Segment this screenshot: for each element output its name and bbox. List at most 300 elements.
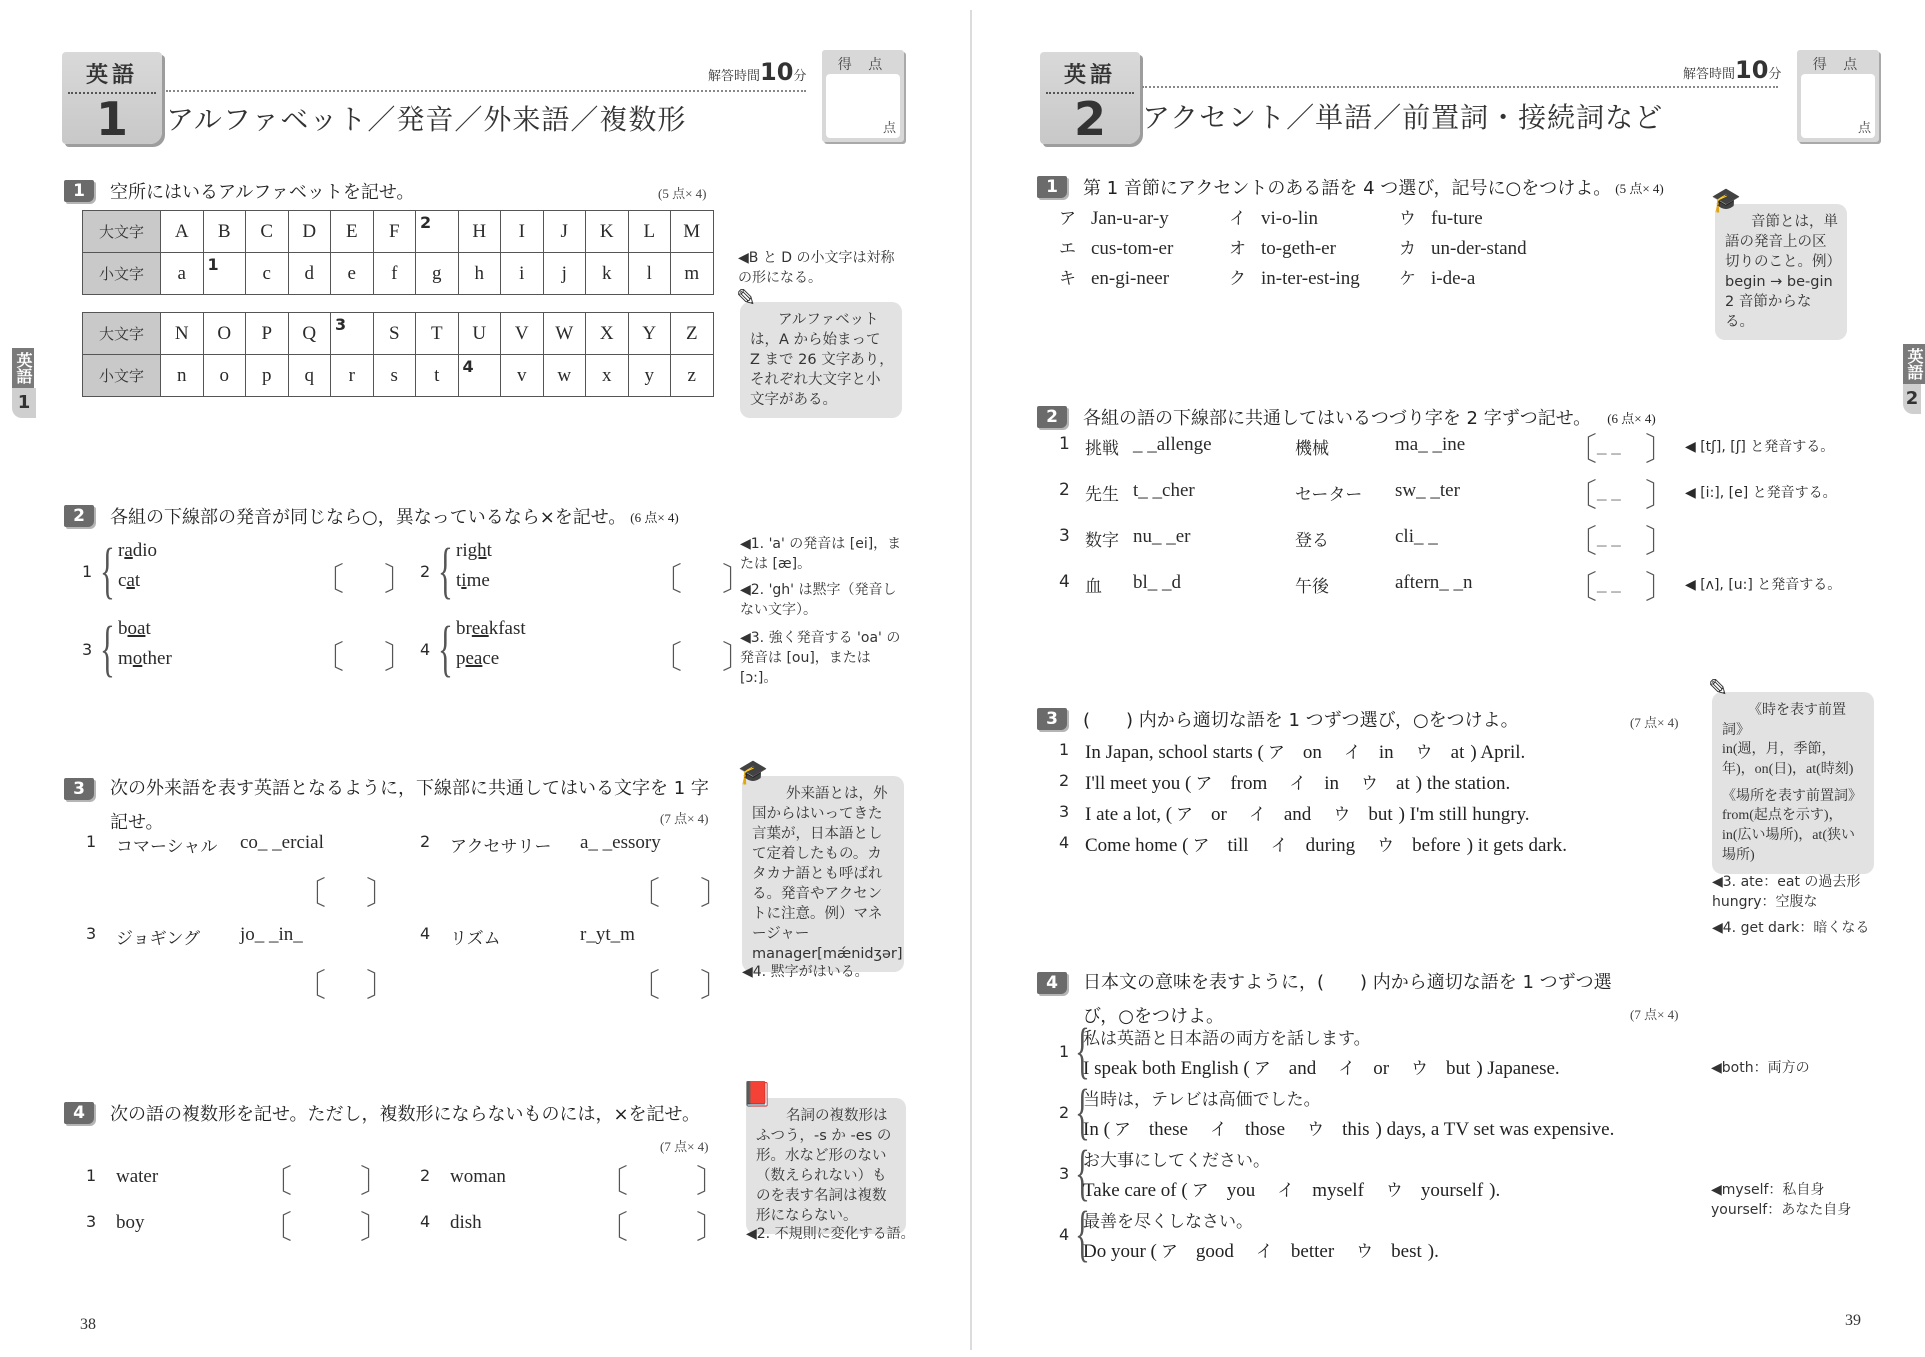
english-word: nu_ _er <box>1133 526 1191 547</box>
item-number: 2 <box>1059 480 1070 500</box>
bracket-open: 〔 <box>312 639 345 675</box>
question-points: (5 点× 4) <box>658 186 707 201</box>
tip-text: from(起点を示す)，in(広い場所)，at(狭い場所) <box>1722 808 1855 863</box>
japanese-word: 午後 <box>1295 577 1329 597</box>
answer-bracket[interactable] <box>628 964 733 1004</box>
accent-choice[interactable] <box>1229 264 1360 290</box>
plural-item <box>86 1164 406 1204</box>
word-part: t <box>486 540 492 561</box>
answer-time-unit: 分 <box>1768 67 1782 82</box>
underlined-part: a <box>124 540 133 561</box>
spelling-item <box>1059 524 1919 564</box>
word <box>456 570 490 592</box>
accent-choice[interactable] <box>1229 204 1318 230</box>
question-2-header <box>1037 404 1656 430</box>
uppercase-row <box>83 313 714 355</box>
hint-note: ◀1. 'a' の発音は [ei]，または [æ]。 <box>740 536 902 572</box>
plural-item <box>86 1210 406 1250</box>
question-number-badge: 4 <box>64 1102 94 1124</box>
bracket-open: 〔 <box>1565 523 1598 559</box>
bracket-open: 〔 <box>1565 477 1598 513</box>
alphabet-cell: Y <box>628 313 671 355</box>
choice-word: better <box>1290 1241 1335 1262</box>
choice-label: ア <box>1192 836 1210 856</box>
alphabet-cell: e <box>331 253 374 295</box>
word-part: b <box>118 618 128 639</box>
bracket-close: 〕 <box>722 639 755 675</box>
underlined-part: a <box>126 570 135 591</box>
english-word: bl_ _d <box>1133 572 1182 593</box>
right-page <box>975 0 1924 1357</box>
english-word: cli_ _ <box>1395 526 1438 547</box>
sentence-start: Take care of ( <box>1083 1180 1188 1201</box>
choice-word: and <box>1288 1058 1317 1079</box>
brace-icon: { <box>100 615 115 683</box>
unit-number: 1 <box>95 92 128 146</box>
syllable-word: Jan-u-ar-y <box>1091 208 1169 229</box>
answer-bracket[interactable] <box>1565 520 1678 560</box>
plural-item <box>420 1210 740 1250</box>
choice-label: キ <box>1059 269 1076 289</box>
alphabet-cell: Q <box>288 313 331 355</box>
word-choice[interactable] <box>1192 831 1248 857</box>
answer-bracket[interactable] <box>260 1206 393 1246</box>
choice-label: イ <box>1277 1181 1295 1201</box>
underlined-part: ea <box>465 648 483 669</box>
question-points: (7 点× 4) <box>660 811 709 826</box>
choice-word: but <box>1368 804 1393 825</box>
choice-label: ア <box>1195 774 1213 794</box>
alphabet-cell: H <box>458 211 501 253</box>
alphabet-cell: p <box>246 355 289 397</box>
alphabet-cell: s <box>373 355 416 397</box>
alphabet-cell: B <box>203 211 246 253</box>
word-choice[interactable] <box>1254 1054 1316 1080</box>
choice-label: ア <box>1176 805 1194 825</box>
answer-bracket[interactable] <box>1565 566 1678 606</box>
tip-box <box>738 758 904 972</box>
item-number: 4 <box>1059 833 1070 852</box>
answer-bracket[interactable] <box>650 558 755 598</box>
sentence-start: I'll meet you ( <box>1085 773 1192 794</box>
alphabet-cell: A <box>161 211 204 253</box>
word-part: c <box>118 570 127 591</box>
choice-label: イ <box>1209 1120 1227 1140</box>
choice-word: before <box>1412 835 1461 856</box>
alphabet-table-1 <box>82 210 714 295</box>
accent-choice[interactable] <box>1059 264 1169 290</box>
answer-bracket[interactable] <box>294 872 399 912</box>
score-label: 得 点 <box>1812 57 1864 73</box>
row-head-upper: 大文字 <box>83 211 161 253</box>
tip-text: 音節とは，単語の発音上の区切りのこと。例）begin → be-gin 2 音節からなる。 <box>1725 214 1848 330</box>
choice-word: from <box>1230 773 1268 794</box>
alphabet-cell: T <box>416 313 459 355</box>
score-box <box>1797 50 1879 142</box>
bracket-close: 〕 <box>366 875 399 911</box>
choice-label: オ <box>1229 239 1246 259</box>
alphabet-cell: N <box>161 313 204 355</box>
plural-item <box>420 1164 740 1204</box>
answer-time-unit: 分 <box>793 69 807 84</box>
answer-bracket[interactable] <box>1565 474 1678 514</box>
syllable-word: un-der-stand <box>1431 238 1527 259</box>
word-part: t <box>145 618 151 639</box>
word-part: ce <box>482 648 500 669</box>
accent-choice[interactable] <box>1399 234 1527 260</box>
word-choice[interactable] <box>1249 800 1311 826</box>
item-number: 3 <box>82 640 93 659</box>
question-points: (6 点× 4) <box>630 510 679 525</box>
word <box>118 540 157 562</box>
item-number: 2 <box>420 562 431 581</box>
bracket-close: 〕 <box>384 561 417 597</box>
item-number: 3 <box>1059 802 1070 821</box>
word-choice[interactable] <box>1361 769 1410 795</box>
unit-badge <box>1040 52 1140 144</box>
accent-choice[interactable] <box>1399 204 1483 230</box>
answer-bracket[interactable] <box>260 1160 393 1200</box>
alphabet-cell: n <box>161 355 204 397</box>
item-number: 1 <box>1059 1042 1070 1061</box>
pronunciation-item <box>82 615 417 688</box>
choice-label: イ <box>1270 836 1288 856</box>
bracket-close: 〕 <box>360 1209 393 1245</box>
japanese-sentence: 私は英語と日本語の両方を話します。 <box>1083 1029 1371 1049</box>
word-choice[interactable] <box>1256 1237 1334 1263</box>
japanese-word: 先生 <box>1085 485 1119 505</box>
row-head-lower: 小文字 <box>83 253 161 295</box>
translation-item <box>1059 1139 1919 1218</box>
item-number: 1 <box>86 832 97 851</box>
katakana-word: コマーシャル <box>116 837 218 857</box>
syllable-word: cus-tom-er <box>1091 238 1174 259</box>
question-instruction: 次の語の複数形を記せ。ただし，複数形にならないものには，×を記せ。 <box>110 1104 700 1125</box>
choice-label: ア <box>1253 1059 1271 1079</box>
choice-sentence <box>1085 800 1530 826</box>
alphabet-cell: g <box>416 253 459 295</box>
answer-bracket[interactable] <box>596 1160 729 1200</box>
word-choice[interactable] <box>1411 1054 1470 1080</box>
answer-bracket[interactable] <box>596 1206 729 1246</box>
hint-note: ◀2. 不規則に変化する語。 <box>746 1226 915 1242</box>
word-choice[interactable] <box>1210 1115 1285 1141</box>
spelling-item <box>1059 570 1919 610</box>
item-number: 4 <box>420 1212 431 1231</box>
choice-word: best <box>1391 1241 1422 1262</box>
accent-choice[interactable] <box>1059 204 1169 230</box>
english-word: aftern_ _n <box>1395 572 1473 593</box>
word <box>118 570 140 592</box>
answer-time-value: 10 <box>1735 56 1769 84</box>
choice-label: カ <box>1399 239 1416 259</box>
word-choice[interactable] <box>1333 800 1392 826</box>
sentence-end: ) I'm still hungry. <box>1398 804 1530 825</box>
sentence-start: I speak both English ( <box>1083 1058 1250 1079</box>
item-number: 2 <box>420 1166 431 1185</box>
noun-word: dish <box>450 1212 482 1233</box>
alphabet-cell: P <box>246 313 289 355</box>
word <box>456 648 499 670</box>
tip-box <box>736 284 902 418</box>
tip-box <box>742 1080 906 1234</box>
item-number: 3 <box>86 1212 97 1231</box>
question-number-badge: 2 <box>1037 406 1067 428</box>
bracket-close: 〕 <box>1645 477 1678 513</box>
word-choice[interactable] <box>1377 831 1461 857</box>
alphabet-cell: E <box>331 211 374 253</box>
japanese-sentence: 最善を尽くしなさい。 <box>1083 1212 1253 1232</box>
hint-note: ◀4. get dark：暗くなる <box>1712 920 1870 936</box>
word-choice[interactable] <box>1277 1176 1364 1202</box>
item-number: 2 <box>1059 1103 1070 1122</box>
page-gutter <box>970 10 972 1350</box>
word-part: p <box>456 648 466 669</box>
alphabet-cell: I <box>501 211 544 253</box>
alphabet-cell: w <box>543 355 586 397</box>
noun-word: boy <box>116 1212 145 1233</box>
translation-item <box>1059 1078 1919 1146</box>
syllable-word: in-ter-est-ing <box>1261 268 1360 289</box>
pronunciation-item <box>420 615 755 688</box>
underlined-part: i <box>461 570 467 591</box>
bracket-close: 〕 <box>360 1163 393 1199</box>
answer-bracket[interactable] <box>650 636 755 676</box>
answer-bracket[interactable] <box>1565 428 1678 468</box>
underlined-part: gh <box>467 540 487 561</box>
side-tab-unit: 1 <box>12 388 36 418</box>
japanese-word: セーター <box>1295 485 1363 505</box>
lowercase-row <box>83 253 714 295</box>
word-choice[interactable] <box>1386 1176 1483 1202</box>
loanword-item <box>420 832 740 922</box>
alphabet-cell: v <box>501 355 544 397</box>
tip-text: 外来語とは，外国からはいってきた言葉が，日本語として定着したもの。カタカナ語とも呼ばれる。発音やアクセントに注意。例）マネージャー manager[mǽnidʒər] <box>752 786 903 962</box>
sentence-end: ) it gets dark. <box>1466 835 1567 856</box>
choice-word: during <box>1305 835 1356 856</box>
alphabet-blank-cell[interactable] <box>331 313 374 355</box>
answer-bracket[interactable] <box>294 964 399 1004</box>
alphabet-cell: c <box>246 253 289 295</box>
hint-note: ◀ [tʃ], [ʃ] と発音する。 <box>1685 439 1835 455</box>
accent-choice[interactable] <box>1059 234 1173 260</box>
alphabet-cell: l <box>628 253 671 295</box>
alphabet-cell: h <box>458 253 501 295</box>
answer-bracket[interactable] <box>312 558 417 598</box>
word-choice[interactable] <box>1192 1176 1256 1202</box>
sentence-start: In Japan, school starts ( <box>1085 742 1264 763</box>
alphabet-cell: S <box>373 313 416 355</box>
alphabet-blank-cell[interactable] <box>203 253 246 295</box>
choice-label: イ <box>1229 209 1246 229</box>
choice-word: in <box>1324 773 1340 794</box>
alphabet-cell: W <box>543 313 586 355</box>
unit-number: 2 <box>1073 92 1106 146</box>
noun-word: water <box>116 1166 159 1187</box>
choice-label: ウ <box>1307 1120 1325 1140</box>
loanword-item <box>420 924 740 1014</box>
choice-word: these <box>1148 1119 1188 1140</box>
unit-title: アルファベット／発音／外来語／複数形 <box>166 103 687 136</box>
question-number-badge: 1 <box>1037 176 1067 198</box>
sentence-end: ) Japanese. <box>1476 1058 1560 1079</box>
answer-time-label: 解答時間 <box>708 69 761 84</box>
question-number-badge: 3 <box>64 778 94 800</box>
bracket-close: 〕 <box>696 1209 729 1245</box>
word-choice[interactable] <box>1176 800 1227 826</box>
alphabet-cell: V <box>501 313 544 355</box>
item-number: 1 <box>86 1166 97 1185</box>
bracket-close: 〕 <box>384 639 417 675</box>
accent-choice[interactable] <box>1229 234 1336 260</box>
alphabet-cell: t <box>416 355 459 397</box>
english-word: _ _allenge <box>1133 434 1212 455</box>
choice-label: ウ <box>1415 743 1433 763</box>
syllable-word: fu-ture <box>1431 208 1483 229</box>
question-4-header <box>64 1100 700 1126</box>
question-points: (7 点× 4) <box>660 1139 709 1154</box>
word-part: dio <box>132 540 158 561</box>
choice-label: ウ <box>1356 1242 1374 1262</box>
question-number-badge: 1 <box>64 180 94 202</box>
choice-label: ア <box>1059 209 1076 229</box>
word-part: t <box>456 570 462 591</box>
question-points: (6 点× 4) <box>1607 411 1656 426</box>
choice-word: or <box>1373 1058 1390 1079</box>
side-tab-subject: 英語 <box>1903 344 1925 384</box>
english-word: sw_ _ter <box>1395 480 1460 501</box>
choice-label: イ <box>1289 774 1307 794</box>
hint-note: ◀myself：私自身 yourself：あなた自身 <box>1711 1182 1852 1218</box>
bracket-open: 〔 <box>1565 569 1598 605</box>
brace-icon: { <box>1075 1017 1090 1085</box>
tip-text: in(週，月，季節，年)，on(日)，at(時刻) <box>1722 742 1854 777</box>
choice-word: at <box>1450 742 1465 763</box>
choice-sentence <box>1083 1237 1439 1263</box>
answer-time <box>1683 56 1781 84</box>
hint-note: ◀4. 黙字がはいる。 <box>742 964 869 980</box>
header-divider <box>166 90 806 92</box>
tip-text: 名詞の複数形はふつう，-s か -es の形。水など形のない（数えられない）ものを表す名詞は複数形にならない。 <box>756 1108 892 1224</box>
japanese-word: 血 <box>1085 577 1102 597</box>
choice-word: on <box>1302 742 1322 763</box>
japanese-word: 挑戦 <box>1085 439 1119 459</box>
answer-blank: _ _ <box>1597 482 1621 503</box>
choice-word: you <box>1226 1180 1256 1201</box>
alphabet-cell: d <box>288 253 331 295</box>
question-instruction: ( ) 内から適切な語を 1 つずつ選び，○をつけよ。 <box>1083 710 1519 731</box>
alphabet-cell: x <box>586 355 629 397</box>
item-number: 1 <box>82 562 93 581</box>
teacher-icon: 🎓 <box>1711 186 1741 214</box>
unit-subject: 英語 <box>1063 63 1116 88</box>
sentence-end: ) days, a TV set was expensive. <box>1375 1119 1615 1140</box>
word-choice[interactable] <box>1416 738 1465 764</box>
japanese-sentence: お大事にしてください。 <box>1083 1151 1270 1171</box>
alphabet-cell: L <box>628 211 671 253</box>
item-number: 3 <box>1059 526 1070 546</box>
word <box>118 648 172 670</box>
alphabet-cell: J <box>543 211 586 253</box>
alphabet-cell: r <box>331 355 374 397</box>
word-choice[interactable] <box>1114 1115 1188 1141</box>
syllable-word: vi-o-lin <box>1261 208 1318 229</box>
bracket-open: 〔 <box>596 1209 629 1245</box>
answer-blank: _ _ <box>1597 436 1621 457</box>
answer-blank: _ _ <box>1597 528 1621 549</box>
alphabet-blank-cell[interactable] <box>458 355 501 397</box>
blank-number: 4 <box>462 357 474 376</box>
word-choice[interactable] <box>1195 769 1267 795</box>
sentence-end: ). <box>1489 1180 1501 1201</box>
side-tab-unit: 2 <box>1903 384 1921 414</box>
choice-sentence <box>1083 1176 1500 1202</box>
answer-bracket[interactable] <box>628 872 733 912</box>
sentence-end: ) the station. <box>1415 773 1511 794</box>
word-choice[interactable] <box>1307 1115 1369 1141</box>
choice-word: this <box>1342 1119 1370 1140</box>
hint-note: ◀2. 'gh' は黙字（発音しない文字）。 <box>740 582 897 618</box>
choice-label: ア <box>1113 1120 1131 1140</box>
alphabet-cell: U <box>458 313 501 355</box>
brace-icon: { <box>438 537 453 605</box>
bracket-close: 〕 <box>700 967 733 1003</box>
page-number: 38 <box>80 1316 96 1333</box>
alphabet-cell: i <box>501 253 544 295</box>
bracket-close: 〕 <box>722 561 755 597</box>
word-choice[interactable] <box>1268 738 1322 764</box>
bracket-open: 〔 <box>596 1163 629 1199</box>
alphabet-cell: z <box>671 355 714 397</box>
word-part: t <box>134 570 141 591</box>
answer-blank: _ _ <box>1597 574 1621 595</box>
word-choice[interactable] <box>1289 769 1339 795</box>
katakana-word: アクセサリー <box>450 837 552 857</box>
choice-word: in <box>1378 742 1394 763</box>
word-choice[interactable] <box>1338 1054 1389 1080</box>
answer-bracket[interactable] <box>312 636 417 676</box>
word-choice[interactable] <box>1271 831 1356 857</box>
alphabet-blank-cell[interactable] <box>416 211 459 253</box>
choice-word: and <box>1283 804 1312 825</box>
alphabet-cell: j <box>543 253 586 295</box>
choice-sentence <box>1085 831 1567 857</box>
choice-label: イ <box>1338 1059 1356 1079</box>
word-choice[interactable] <box>1161 1237 1234 1263</box>
answer-time-value: 10 <box>760 58 794 86</box>
alphabet-cell: O <box>203 313 246 355</box>
choice-word: till <box>1227 835 1249 856</box>
hint-note: ◀ [i:], [e] と発音する。 <box>1685 485 1837 501</box>
syllable-word: i-de-a <box>1431 268 1476 289</box>
accent-choice[interactable] <box>1399 264 1475 290</box>
bracket-open: 〔 <box>294 875 327 911</box>
question-points: (7 点× 4) <box>1630 715 1679 730</box>
choice-word: at <box>1396 773 1410 794</box>
item-number: 1 <box>1059 434 1070 454</box>
sentence-end: ). <box>1427 1241 1439 1262</box>
spelling-item <box>1059 432 1919 472</box>
pronunciation-item <box>420 537 755 610</box>
sentence-end: ) April. <box>1470 742 1526 763</box>
bracket-open: 〔 <box>650 639 683 675</box>
katakana-word: リズム <box>450 929 501 949</box>
word-choice[interactable] <box>1344 738 1394 764</box>
question-instruction: 次の外来語を表す英語となるように，下線部に共通してはいる文字を 1 字記せ。 <box>110 778 709 833</box>
word-part: ther <box>142 648 172 669</box>
word <box>118 618 151 640</box>
word-choice[interactable] <box>1356 1237 1422 1263</box>
